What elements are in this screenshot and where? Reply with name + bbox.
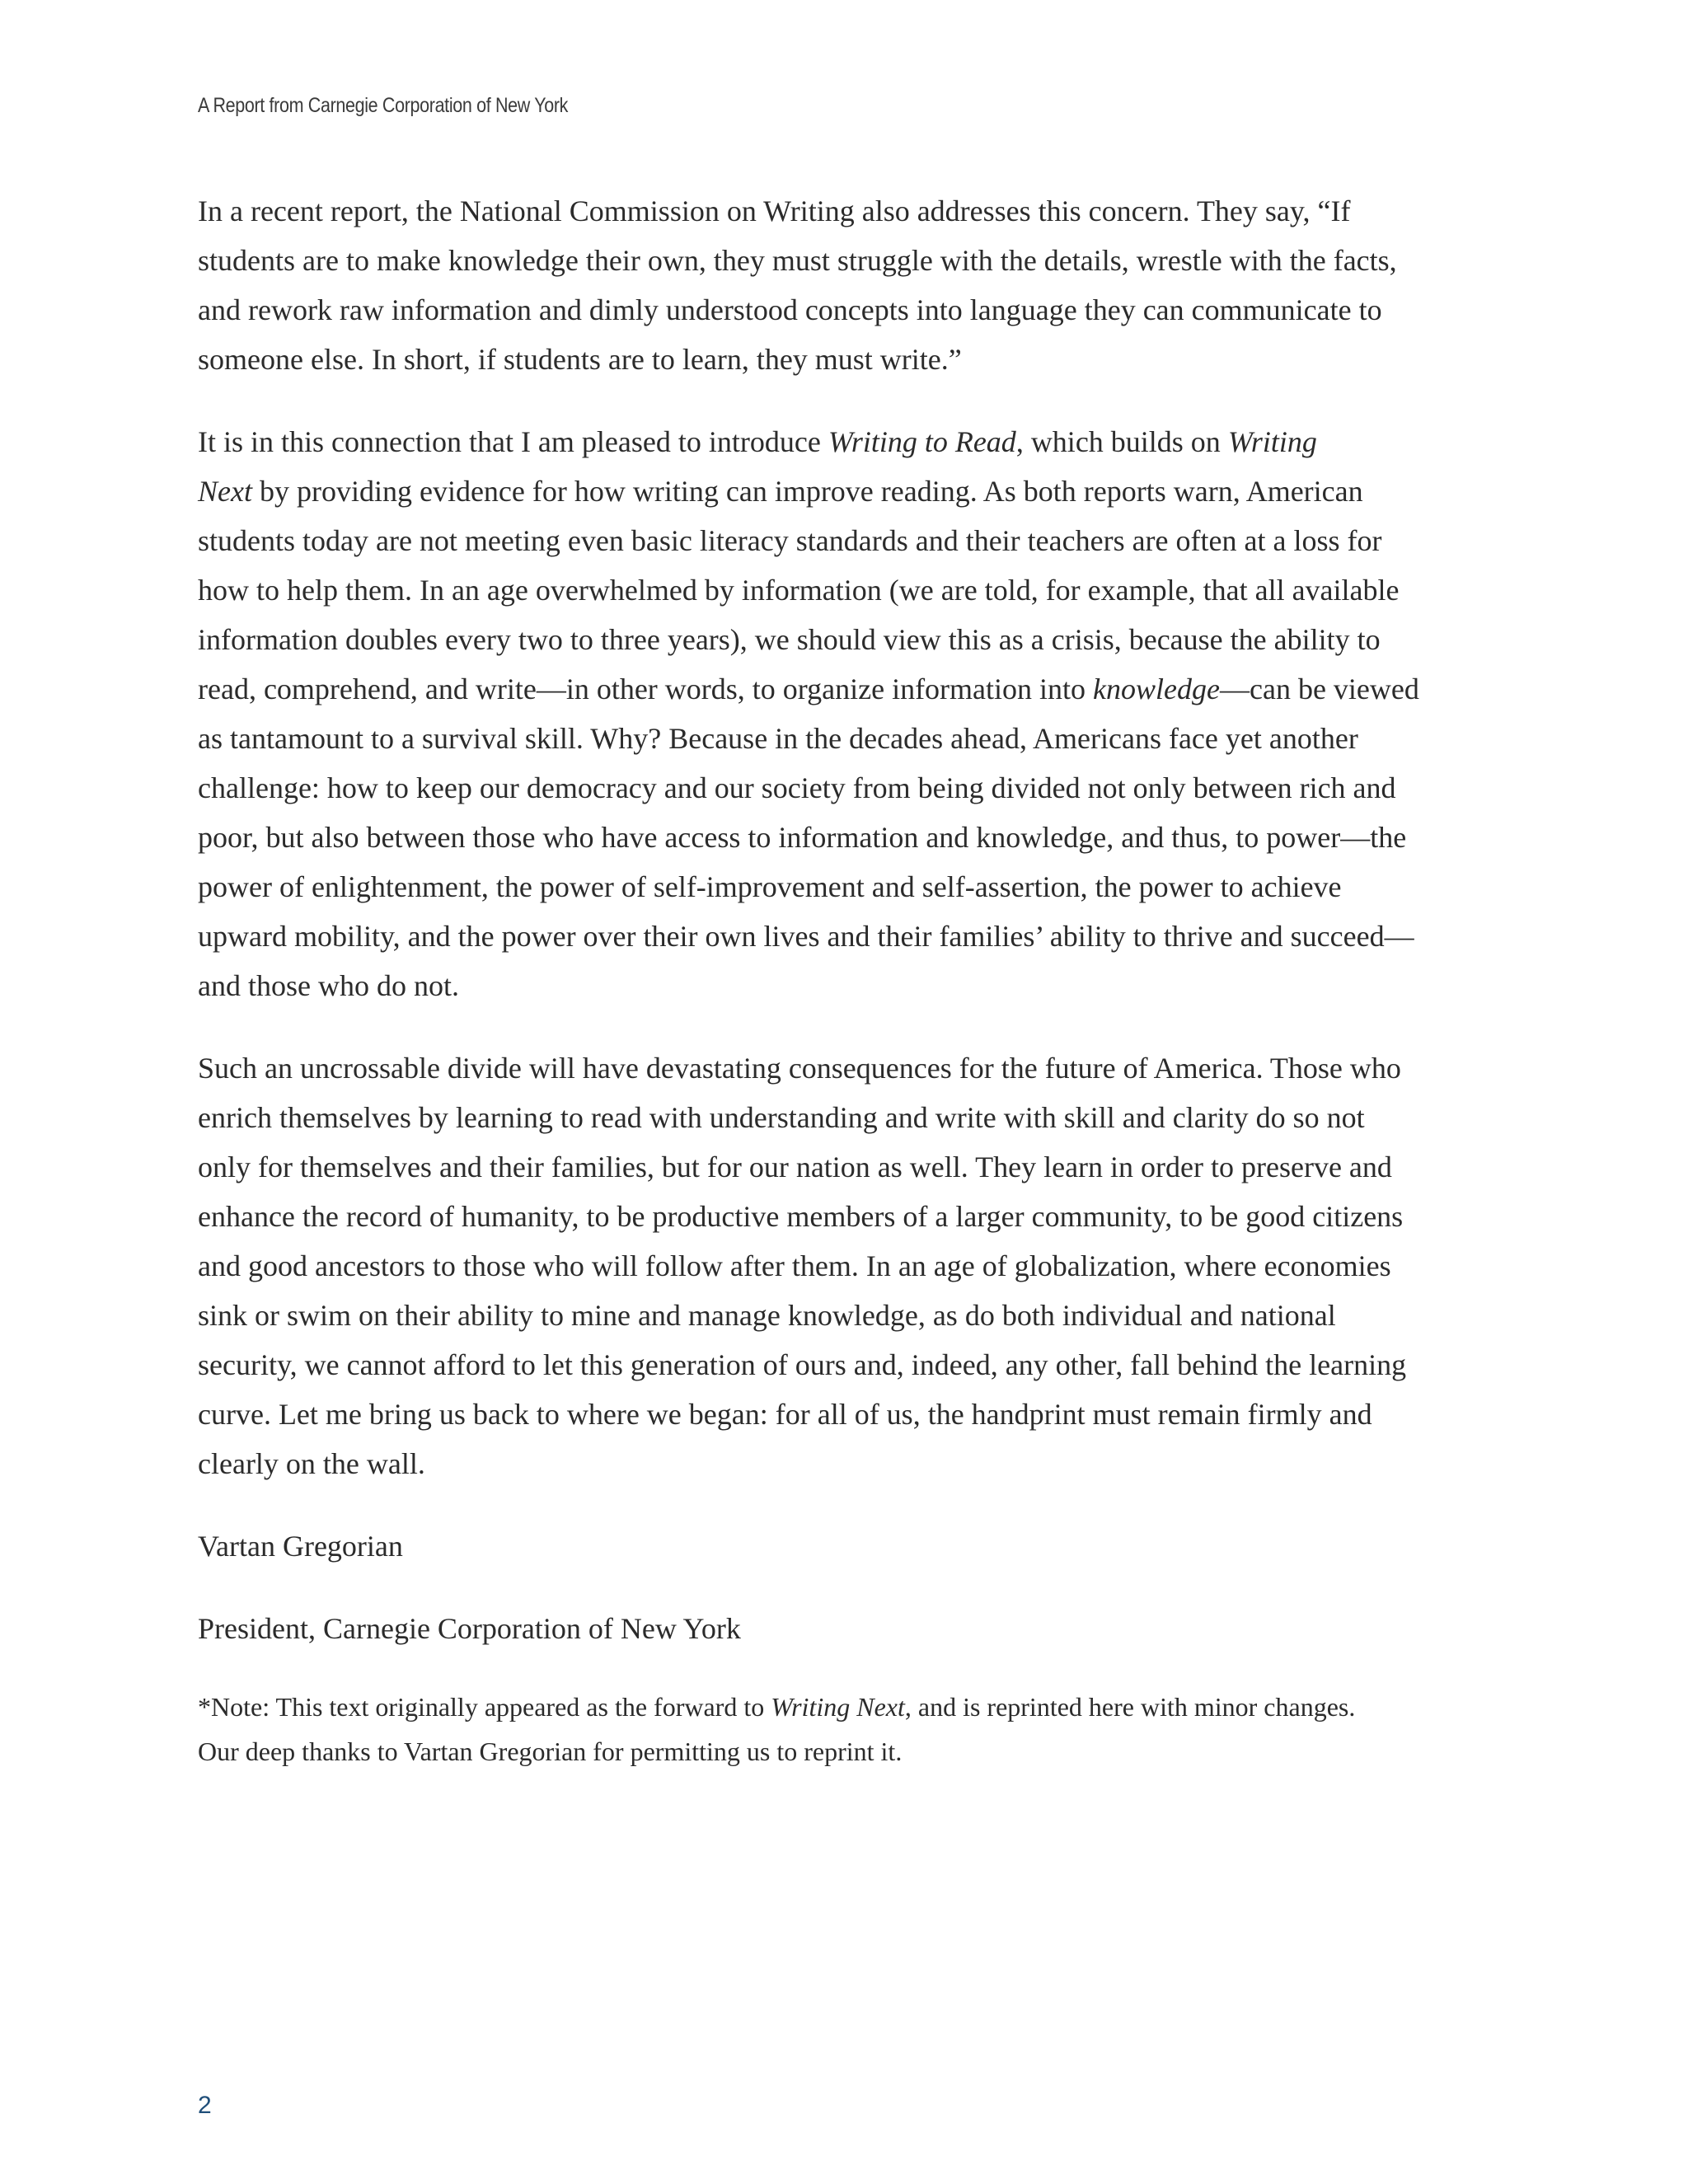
text-run: *Note: This text originally appeared as the forward to <box>198 1692 771 1722</box>
paragraph-1 <box>198 186 1426 384</box>
text-run: In a recent report, the National Commission on Writing also addresses this concern. They say, “If students are to make knowledge their own, they must struggle with the details, wrestle with the facts, and rework raw information and dimly understood concepts into language they can communicate to someone else. In short, if students are to learn, they must write.” <box>198 194 1397 376</box>
text-run: It is in this connection that I am pleased to introduce <box>198 425 828 458</box>
body-text <box>198 186 1426 1774</box>
italic-run: Writing Next <box>771 1692 905 1722</box>
text-run: , and is reprinted here with minor changes. Our deep thanks to Vartan Gregorian for permitting us to reprint it. <box>198 1692 1356 1766</box>
signature-title: President, Carnegie Corporation of New York <box>198 1612 741 1645</box>
italic-run: Writing to Read <box>828 425 1016 458</box>
text-run: Such an uncrossable divide will have devastating consequences for the future of America. Those who enrich themselves by learning to read with understanding and write with skill and clarity do so not only for themselves and their families, but for our nation as well. They learn in order to preserve and enhance the record of humanity, to be productive members of a larger community, to be good citizens and good ancestors to those who will follow after them. In an age of globalization, where economies sink or swim on their ability to mine and manage knowledge, as do both individual and national security, we cannot afford to let this generation of ours and, indeed, any other, fall behind the learning curve. Let me bring us back to where we began: for all of us, the handprint must remain firmly and clearly on the wall. <box>198 1052 1407 1480</box>
paragraph-3 <box>198 1043 1426 1488</box>
paragraph-2 <box>198 417 1426 1010</box>
text-run: by providing evidence for how writing can improve reading. As both reports warn, American students today are not meeting even basic literacy standards and their teachers are often at a loss for how to help them. In an age overwhelmed by information (we are told, for example, that all available information doubles every two to three years), we should view this as a crisis, because the ability to read, comprehend, and write—in other words, to organize information into <box>198 475 1400 705</box>
footnote <box>198 1685 1426 1774</box>
signature-name: Vartan Gregorian <box>198 1530 403 1563</box>
text-run: , which builds on <box>1015 425 1228 458</box>
italic-run: Writing Next <box>198 425 1317 508</box>
page-number: 2 <box>198 2092 212 2119</box>
text-run: —can be viewed as tantamount to a survival skill. Why? Because in the decades ahead, Americans face yet another challenge: how to keep our democracy and our society from being divided not only between rich and poor, but also between those who have access to information and knowledge, and thus, to power—the power of enlightenment, the power of self-improvement and self-assertion, the power to achieve upward mobility, and the power over their own lives and their families’ ability to thrive and succeed— and those who do not. <box>198 673 1419 1002</box>
italic-run: knowledge <box>1093 673 1220 705</box>
running-header: A Report from Carnegie Corporation of New York <box>198 94 569 117</box>
